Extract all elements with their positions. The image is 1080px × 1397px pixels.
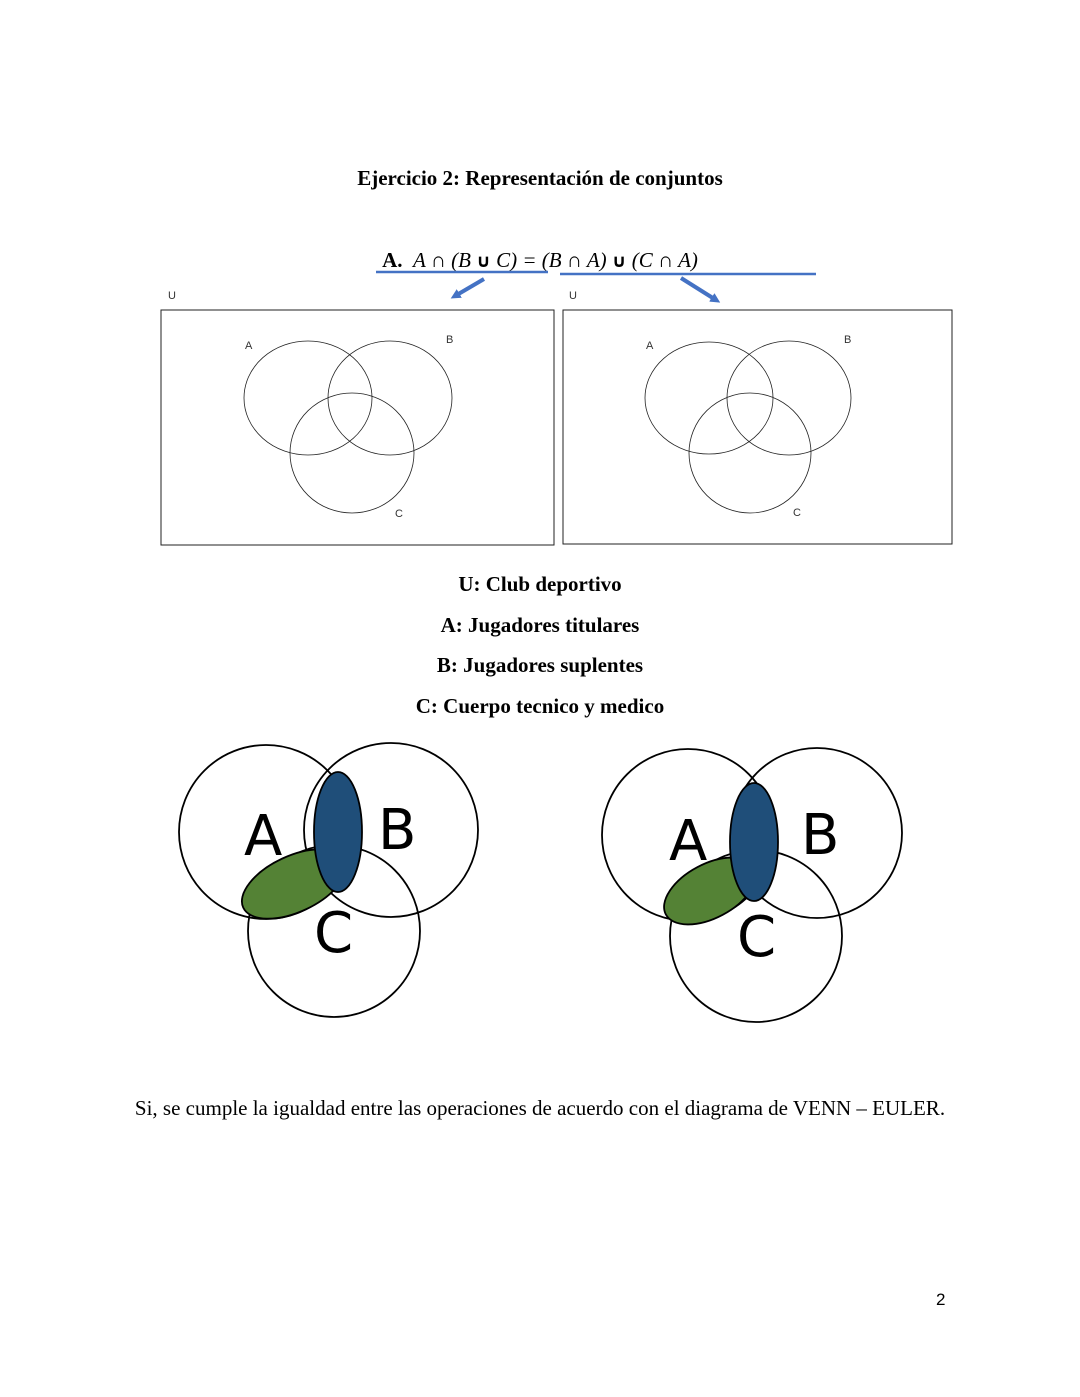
equation-part-1: A ∩ (B [413, 248, 477, 272]
set-b-label: B [378, 798, 417, 863]
set-b-label: B [801, 803, 840, 868]
union-symbol-1: ∪ [476, 251, 491, 272]
set-a-label: A [669, 809, 708, 874]
set-c-circle [689, 393, 811, 513]
legend-set-b: B: Jugadores suplentes [436, 653, 644, 677]
set-c-label: C [737, 905, 777, 970]
set-c-label: C [314, 901, 354, 966]
set-c-label: C [793, 507, 801, 519]
legend-set-a: A: Jugadores titulares [440, 613, 640, 637]
equation-arrows [0, 0, 1080, 310]
venn-shaded-left [170, 735, 490, 1030]
set-a-circle [244, 341, 372, 455]
legend-universe: U: Club deportivo [458, 572, 622, 596]
set-c-label: C [395, 508, 403, 520]
set-b-label: B [844, 334, 852, 346]
universe-rectangle [161, 310, 554, 545]
equation-part-2: C) = (B ∩ A) [490, 248, 612, 272]
set-a-circle [645, 342, 773, 454]
equation-label: A. [382, 248, 403, 272]
set-a-label: A [245, 340, 253, 352]
a-intersect-b-region [730, 783, 778, 901]
set-c-circle [290, 393, 414, 513]
venn-template-left [160, 285, 560, 547]
universe-label: U [168, 290, 176, 302]
universe-label: U [569, 290, 577, 302]
set-a-label: A [646, 340, 654, 352]
set-b-circle [727, 341, 851, 455]
set-b-label: B [446, 334, 454, 346]
a-intersect-b-region [314, 772, 362, 892]
conclusion-text: Si, se cumple la igualdad entre las operaciones de acuerdo con el diagrama de VENN – EULER. [134, 1096, 946, 1120]
union-symbol-2: ∪ [611, 251, 627, 272]
venn-shaded-right [592, 740, 912, 1035]
set-a-label: A [244, 804, 283, 869]
exercise-title: Ejercicio 2: Representación de conjuntos [357, 166, 723, 190]
page-number: 2 [936, 1290, 946, 1309]
legend-set-c: C: Cuerpo tecnico y medico [415, 694, 665, 718]
universe-rectangle [563, 310, 952, 544]
set-b-circle [328, 341, 452, 455]
equation-part-3: (C ∩ A) [626, 248, 698, 272]
venn-template-right [562, 285, 956, 547]
